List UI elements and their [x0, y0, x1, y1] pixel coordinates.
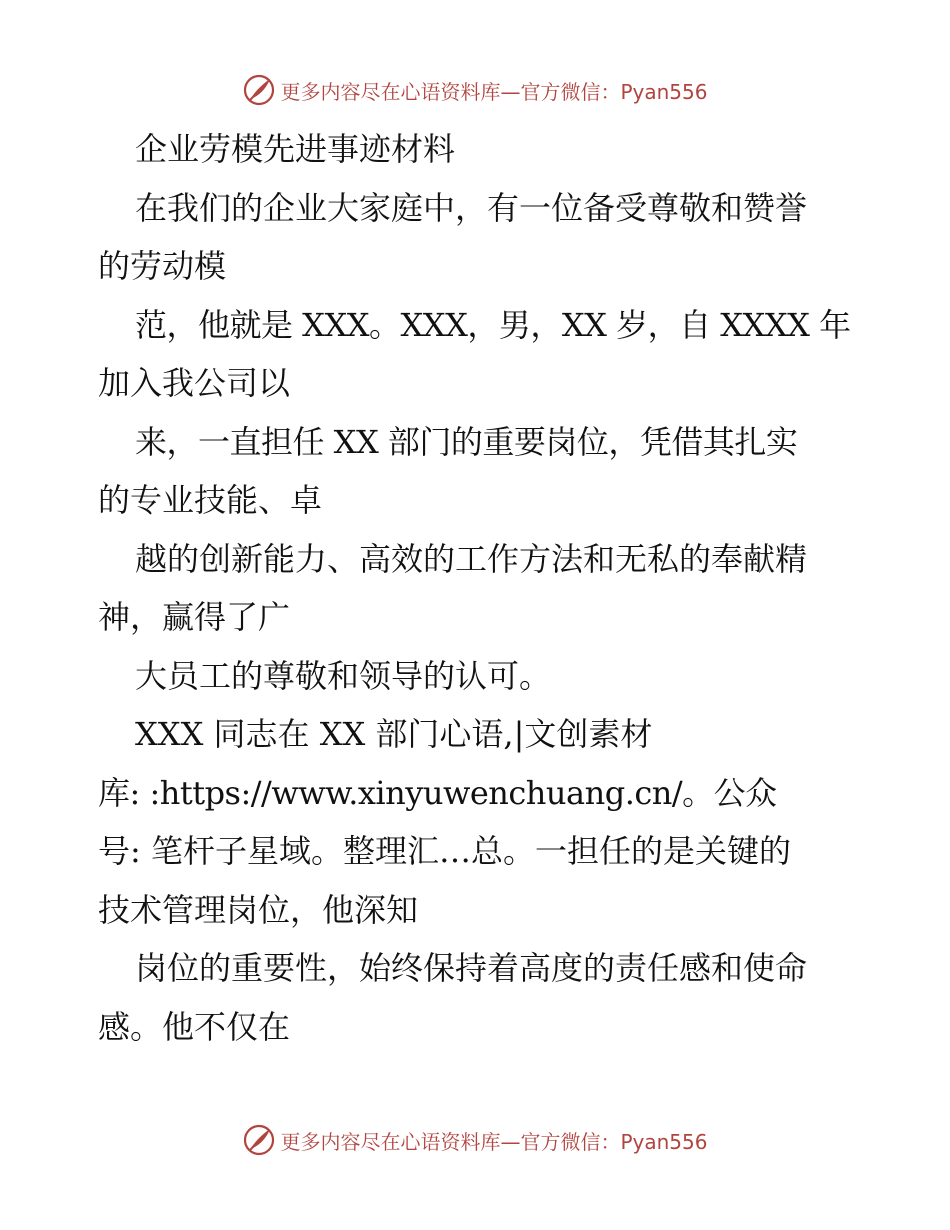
doc-line: 的专业技能、卓	[98, 481, 323, 519]
doc-line: 的劳动模	[98, 247, 227, 285]
doc-line: 大员工的尊敬和领导的认可。	[135, 656, 552, 695]
doc-line: 岗位的重要性，始终保持着高度的责任感和使命	[135, 949, 808, 987]
doc-line: 来，一直担任 XX 部门的重要岗位，凭借其扎实	[135, 422, 798, 461]
doc-line: 库: :https://www.xinyuwenchuang.cn/。公众	[98, 773, 777, 812]
doc-line: 感。他不仅在	[98, 1007, 291, 1046]
doc-line: 神，赢得了广	[98, 598, 291, 636]
footer-banner	[0, 1120, 950, 1160]
doc-line: 加入我公司以	[98, 364, 291, 402]
doc-line: 企业劳模先进事迹材料	[135, 130, 456, 168]
doc-line: 越的创新能力、高效的工作方法和无私的奉献精	[135, 539, 808, 578]
quill-logo-icon	[242, 1123, 276, 1157]
doc-line: 范，他就是 XXX。XXX，男，XX 岁，自 XXXX 年	[135, 305, 851, 344]
banner-text: 更多内容尽在心语资料库—官方微信：Pyan556	[280, 1129, 708, 1154]
quill-logo-icon	[242, 73, 276, 107]
banner-text: 更多内容尽在心语资料库—官方微信：Pyan556	[280, 79, 708, 104]
doc-line: XXX 同志在 XX 部门心语,|文创素材	[135, 715, 653, 753]
doc-line: 号: 笔杆子星域。整理汇…总。一担任的是关键的	[98, 832, 791, 870]
header-banner	[0, 70, 950, 110]
document-body	[98, 120, 858, 1056]
doc-line: 技术管理岗位，他深知	[98, 890, 419, 929]
doc-line: 在我们的企业大家庭中，有一位备受尊敬和赞誉	[135, 188, 808, 227]
